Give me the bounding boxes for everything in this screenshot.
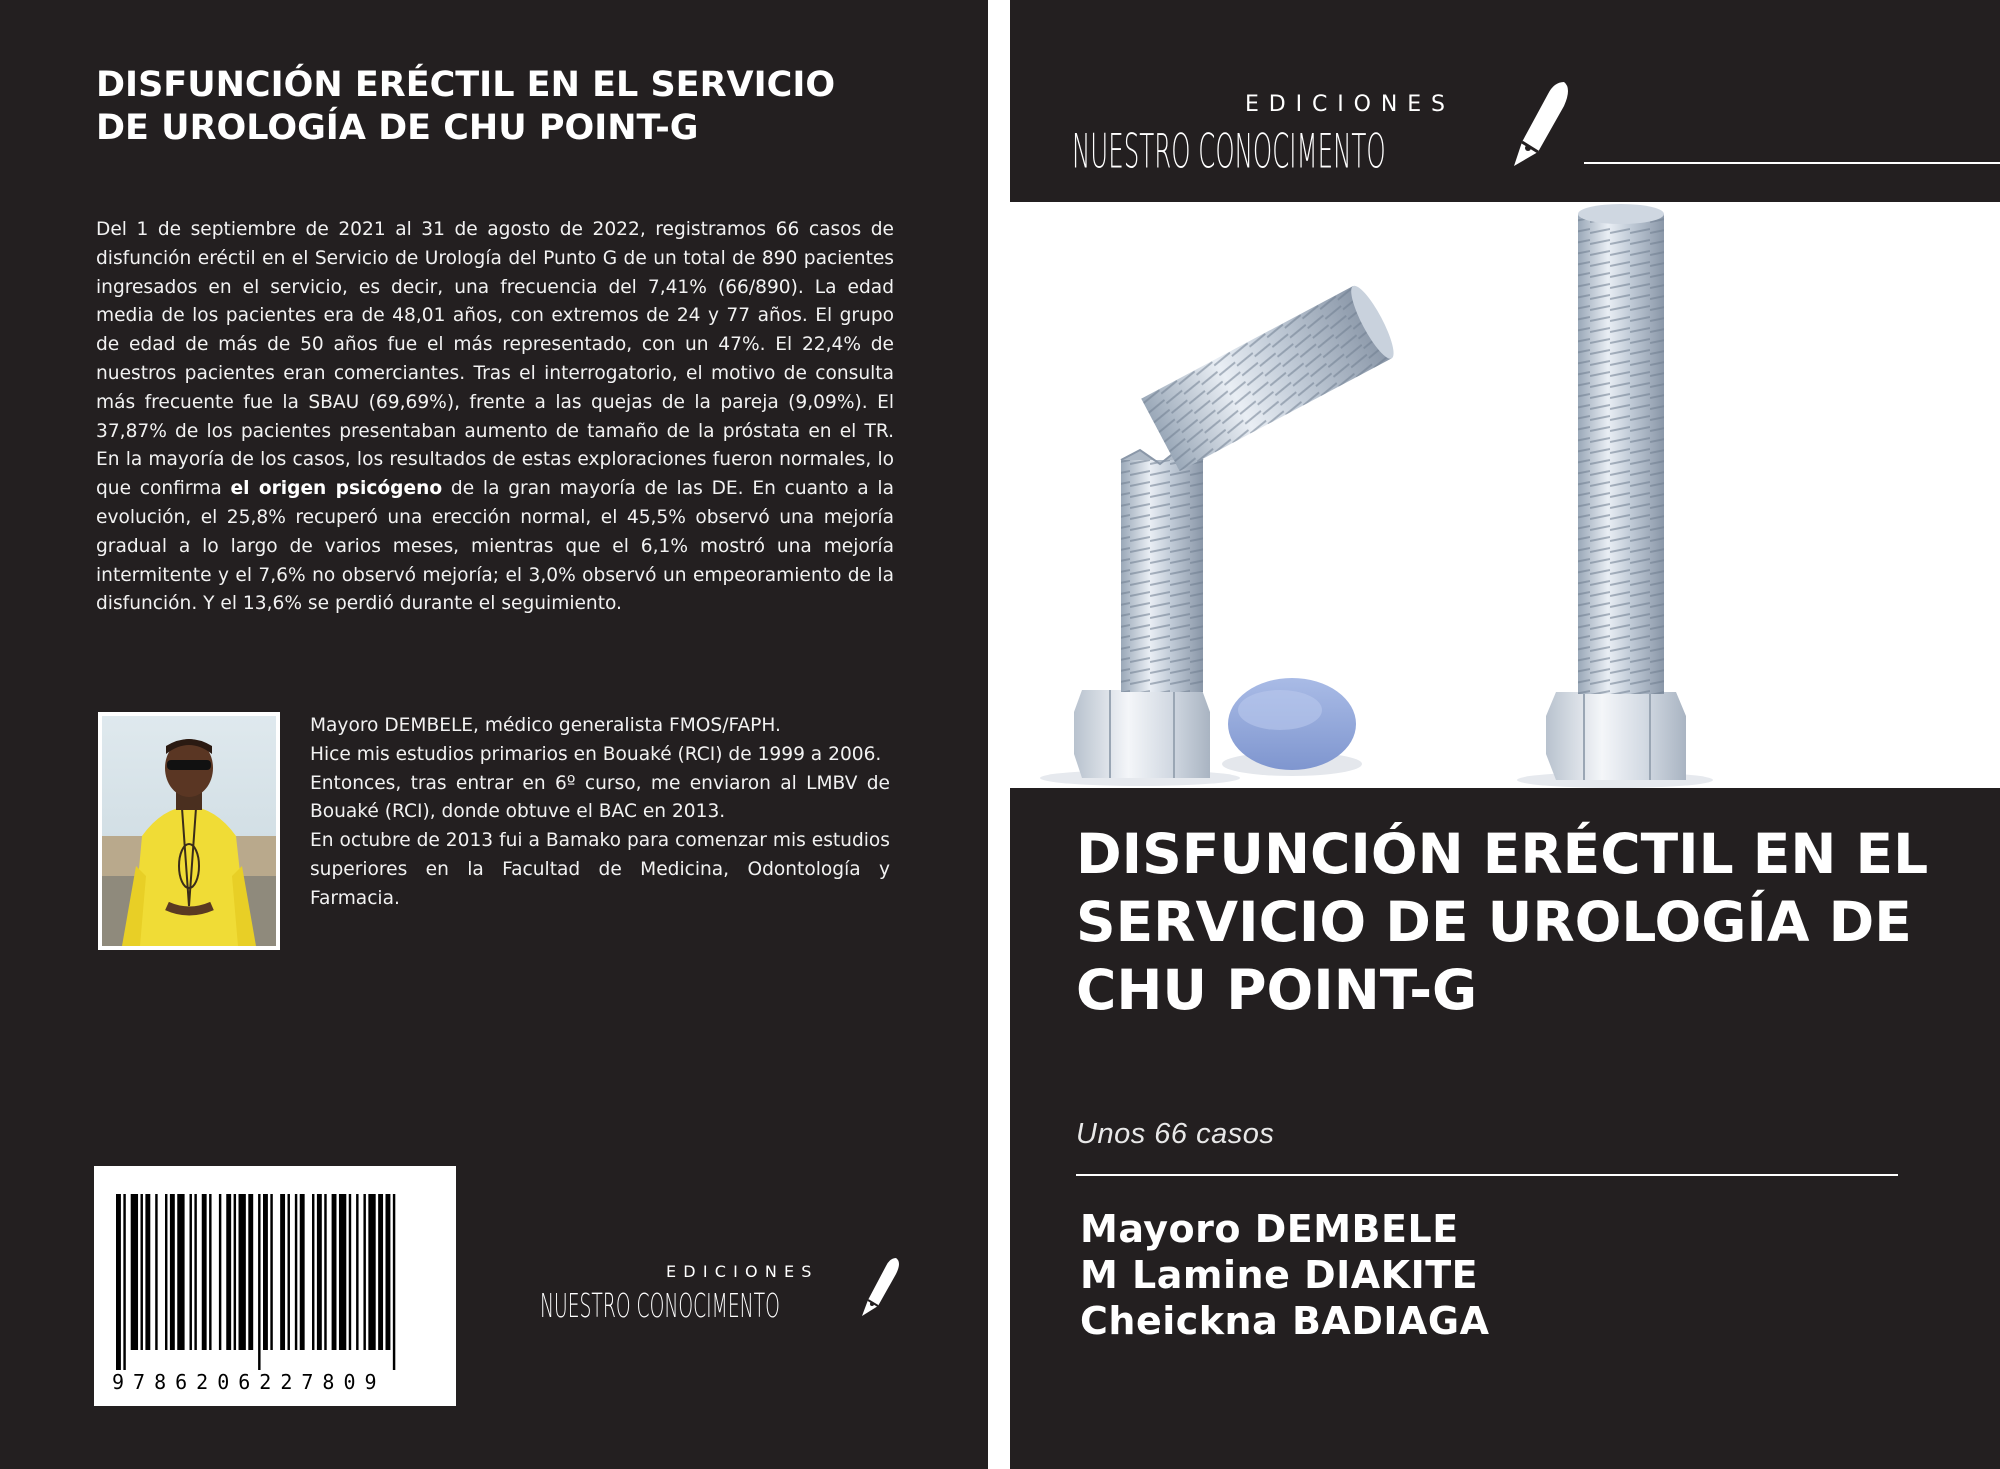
author-photo	[98, 712, 280, 950]
barcode-bar	[194, 1194, 196, 1350]
barcode-bar	[131, 1194, 138, 1350]
isbn-number: 9786206227809	[112, 1370, 386, 1394]
barcode-bar	[116, 1194, 121, 1370]
barcode-bar	[263, 1194, 268, 1350]
author-bio	[310, 712, 890, 914]
abstract-text-2: de la gran mayoría de las DE. En cuanto a la evolución, el 25,8% recuperó una erección normal, el 45,5% observó una mejoría gradual a lo largo de varios meses, mientras que el 6,1% mostró una mejoría intermitente y el 7,6% no observó mejoría; el 3,0% observó un empeoramiento de la disfunción. Y el 13,6% se perdió durante el seguimiento.	[96, 478, 894, 615]
barcode-bar	[170, 1194, 175, 1350]
barcode-bar	[155, 1194, 157, 1350]
front-cover-title: DISFUNCIÓN ERÉCTIL EN EL SERVICIO DE UROLOGÍA DE CHU POINT-G	[1076, 822, 1929, 1022]
barcode-bar	[300, 1194, 305, 1350]
bio-paragraph: Hice mis estudios primarios en Bouaké (RCI) de 1999 a 2006.	[310, 743, 882, 765]
barcode-bar	[190, 1194, 192, 1350]
abstract-bold-text: el origen psicógeno	[230, 478, 443, 500]
barcode-bar	[258, 1194, 260, 1370]
barcode-bar	[386, 1194, 391, 1350]
front-cover-subtitle: Unos 66 casos	[1076, 1118, 1275, 1150]
barcode-bar	[356, 1194, 358, 1350]
author-name: M Lamine DIAKITE	[1080, 1253, 1479, 1297]
barcode-bar	[177, 1194, 184, 1350]
bio-paragraph: Mayoro DEMBELE, médico generalista FMOS/FAPH.	[310, 715, 781, 736]
barcode-bar	[349, 1194, 351, 1350]
barcode-bar	[393, 1194, 395, 1370]
barcode-bar	[145, 1194, 150, 1350]
bio-paragraph: Entonces, tras entrar en 6º curso, me enviaron al LMBV de Bouaké (RCI), donde obtuve el BAC en 2013.	[310, 772, 890, 823]
publisher-line1: EDICIONES	[666, 1262, 819, 1281]
barcode-bars	[94, 1166, 456, 1376]
barcode-bar	[165, 1194, 167, 1350]
spine-gap	[988, 0, 1010, 1469]
barcode-bar	[312, 1194, 314, 1350]
barcode-bar	[123, 1194, 125, 1370]
back-cover	[0, 0, 988, 1469]
barcode-bar	[248, 1194, 253, 1350]
barcode-bar	[234, 1194, 236, 1350]
barcode-bar	[270, 1194, 272, 1350]
barcode-bar	[363, 1194, 365, 1350]
barcode-bar	[378, 1194, 383, 1350]
barcode-bar	[280, 1194, 285, 1350]
isbn-barcode	[94, 1166, 456, 1406]
pen-nib-icon	[856, 1256, 902, 1320]
barcode-bar	[317, 1194, 322, 1350]
publisher-logo-front	[1070, 80, 1590, 180]
barcode-bar	[324, 1194, 326, 1350]
barcode-bar	[209, 1194, 211, 1350]
publisher-logo	[540, 1256, 910, 1336]
header-rule	[1584, 162, 2000, 164]
author-list	[1080, 1206, 1490, 1344]
barcode-bar	[141, 1194, 143, 1350]
author-name: Mayoro DEMBELE	[1080, 1207, 1459, 1251]
barcode-bar	[332, 1194, 337, 1350]
barcode-bar	[368, 1194, 375, 1350]
cover-photo	[1010, 202, 2000, 788]
publisher-line2: NUESTRO CONOCIMENTO	[540, 1288, 780, 1326]
back-cover-title: DISFUNCIÓN ERÉCTIL EN EL SERVICIO DE UROLOGÍA DE CHU POINT-G	[96, 65, 836, 148]
barcode-bar	[219, 1194, 221, 1350]
pen-nib-icon	[1506, 80, 1572, 170]
barcode-bar	[239, 1194, 246, 1350]
back-cover-abstract	[96, 216, 894, 619]
author-name: Cheickna BADIAGA	[1080, 1299, 1490, 1343]
barcode-bar	[295, 1194, 297, 1350]
barcode-bar	[288, 1194, 290, 1350]
barcode-bar	[226, 1194, 231, 1350]
publisher-line2: NUESTRO CONOCIMENTO	[1072, 126, 1386, 180]
abstract-text-1: Del 1 de septiembre de 2021 al 31 de agosto de 2022, registramos 66 casos de disfunción eréctil en el Servicio de Urología del Punto G de un total de 890 pacientes ingresados en el servicio, es decir, una frecuencia del 7,41% (66/890). La edad media de los pacientes era de 48,01 años, con extremos de 24 y 77 años. El grupo de edad de más de 50 años fue el más representado, con un 47%. El 22,4% de nuestros pacientes eran comerciantes. Tras el interrogatorio, el motivo de consulta más frecuente fue la SBAU (69,69%), frente a las quejas de la pareja (9,09%). El 37,87% de los pacientes presentaban aumento de tamaño de la próstata en el TR. En la mayoría de los casos, los resultados de estas exploraciones fueron normales, lo que confirma	[96, 219, 894, 500]
subtitle-rule	[1076, 1174, 1898, 1176]
barcode-bar	[339, 1194, 346, 1350]
bio-paragraph: En octubre de 2013 fui a Bamako para comenzar mis estudios superiores en la Facultad de Medicina, Odontología y Farmacia.	[310, 830, 890, 909]
barcode-bar	[202, 1194, 207, 1350]
publisher-line1: EDICIONES	[1245, 92, 1455, 117]
